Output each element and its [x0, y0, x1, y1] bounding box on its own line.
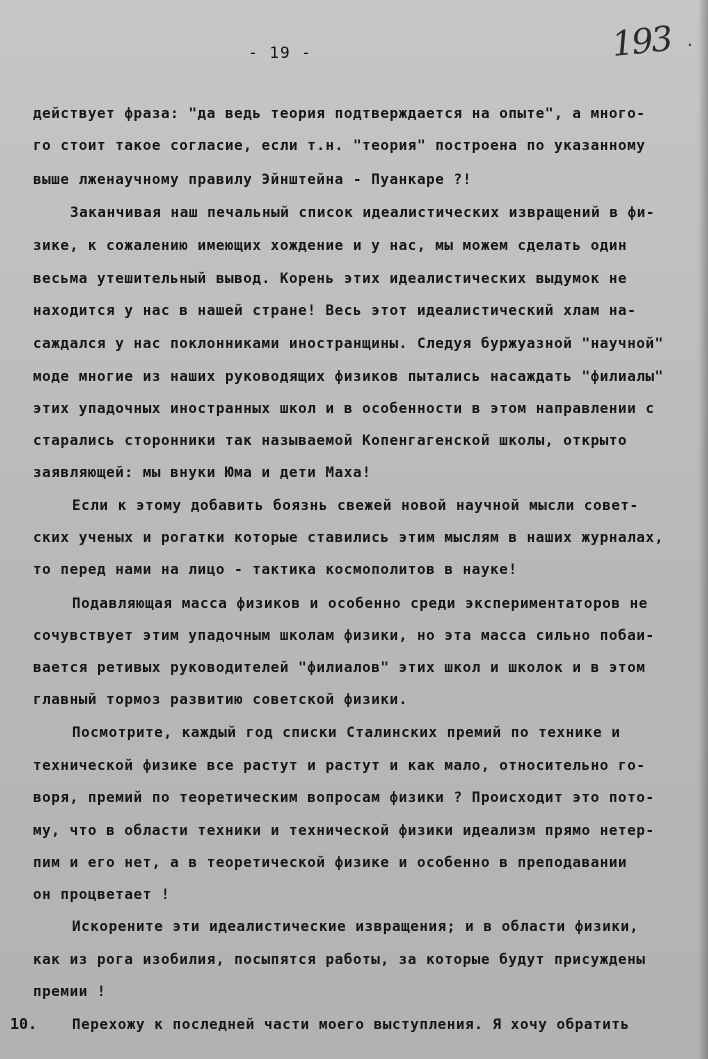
text-line: он процветает !	[33, 887, 171, 903]
text-line: Перехожу к последней части моего выступления. Я хочу обратить	[72, 1017, 630, 1033]
text-line: премии !	[33, 984, 107, 1000]
text-line: го стоит такое согласие, если т.н. "теория" построена по указанному	[33, 138, 646, 154]
text-line: му, что в области техники и технической физики идеализм прямо нетер-	[33, 823, 655, 839]
text-line: заявляющей: мы внуки Юма и дети Маха!	[33, 465, 372, 481]
text-line: как из рога изобилия, посыпятся работы, за которые будут присуждены	[33, 952, 646, 968]
text-line: старались сторонники так называемой Копенгагенской школы, открыто	[33, 433, 628, 449]
text-line: этих упадочных иностранных школ и в особенности в этом направлении с	[33, 401, 655, 417]
handwritten-mark: ·	[687, 35, 693, 56]
text-line: технической физике все растут и растут и как мало, относительно го-	[33, 758, 646, 774]
text-line: Посмотрите, каждый год списки Сталинских премий по технике и	[72, 725, 621, 741]
handwritten-page-number: 193	[610, 19, 673, 65]
text-line: находится у нас в нашей стране! Весь этот идеалистический хлам на-	[33, 303, 637, 319]
text-line: саждался у нас поклонниками иностранщины. Следуя буржуазной "научной"	[33, 336, 664, 352]
text-line: весьма утешительный вывод. Корень этих идеалистических выдумок не	[33, 271, 628, 287]
text-line: Заканчивая наш печальный список идеалистических извращений в фи-	[70, 205, 656, 221]
text-line: главный тормоз развитию советской физики.	[33, 692, 408, 708]
text-line: Подавляющая масса физиков и особенно среди экспериментаторов не	[72, 596, 648, 612]
text-line: ских ученых и рогатки которые ставились этим мыслям в наших журналах,	[33, 530, 664, 546]
page-number: - 19 -	[248, 43, 312, 62]
text-line: моде многие из наших руководящих физиков пытались насаждать "филиалы"	[33, 369, 664, 385]
text-line: выше лженаучному правилу Эйнштейна - Пуанкаре ?!	[33, 172, 472, 188]
paragraph-number: 10.	[10, 1015, 38, 1033]
text-line: то перед нами на лицо - тактика космополитов в науке!	[33, 562, 518, 578]
text-line: Если к этому добавить боязнь свежей новой научной мысли совет-	[72, 498, 639, 514]
text-line: действует фраза: "да ведь теория подтверждается на опыте", а много-	[33, 106, 646, 122]
text-line: сочувствует этим упадочным школам физики, но эта масса сильно побаи-	[33, 628, 655, 644]
text-line: Искорените эти идеалистические извращения; и в области физики,	[72, 919, 639, 935]
text-line: вается ретивых руководителей "филиалов" этих школ и школок и в этом	[33, 660, 646, 676]
text-line: пим и его нет, а в теоретической физике и особенно в преподавании	[33, 855, 628, 871]
text-line: зике, к сожалению имеющих хождение и у нас, мы можем сделать один	[33, 238, 628, 254]
text-line: воря, премий по теоретическим вопросам физики ? Происходит это пото-	[33, 790, 655, 806]
